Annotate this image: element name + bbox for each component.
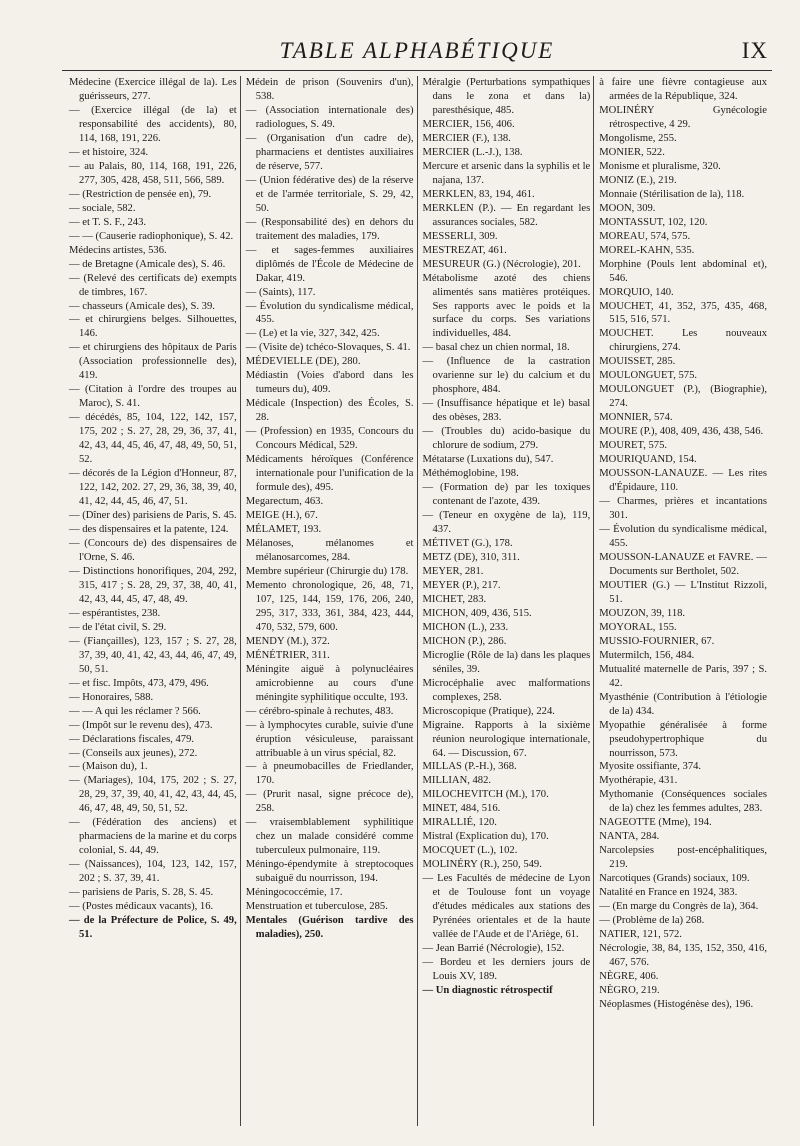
index-entry: Médiastin (Voies d'abord dans les tumeurs du), 409. — [245, 370, 414, 396]
index-entry: MESSERLI, 309. — [422, 230, 498, 242]
index-entry: Monisme et pluralisme, 320. — [599, 160, 721, 172]
index-entry: — (Prurit nasal, signe précoce de), 258. — [245, 789, 414, 815]
index-entry: — (Union fédérative des) de la réserve et de l'armée territoriale, S. 29, 42, 50. — [245, 174, 414, 214]
index-entry: MOREAU, 574, 575. — [599, 230, 691, 242]
index-entry: — décorés de la Légion d'Honneur, 87, 122, 142, 202. 27, 29, 36, 38, 39, 40, 41, 42, 44, 45, 46, 47, 51. — [69, 468, 237, 508]
index-entry: — (Insuffisance hépatique et le) basal des obèses, 283. — [422, 398, 591, 424]
index-entry: MERKLEN, 83, 194, 461. — [422, 188, 535, 200]
index-entry: MOULONGUET (P.), (Biographie), 274. — [599, 384, 767, 410]
page-number: IX — [741, 38, 768, 63]
index-column-2 — [240, 76, 417, 1126]
index-entry: MEYER, 281. — [422, 565, 484, 577]
index-entry: Migraine. Rapports à la sixième réunion neurologique internationale, 64. — Discussion, 67. — [422, 719, 591, 759]
page-header — [62, 38, 772, 72]
index-entry: MILLIAN, 482. — [422, 775, 492, 787]
index-entry: MICHON, 409, 436, 515. — [422, 607, 532, 619]
index-entry: NATIER, 121, 572. — [599, 929, 682, 941]
index-entry: — et chirurgiens des hôpitaux de Paris (Association professionnelle des), 419. — [69, 342, 237, 382]
index-entry: Médecins artistes, 536. — [69, 244, 167, 256]
index-entry: NANTA, 284. — [599, 831, 660, 843]
index-entry: MOUZON, 39, 118. — [599, 607, 686, 619]
index-entry: — (Organisation d'un cadre de), pharmaciens et dentistes auxiliaires de réserve, 577. — [245, 132, 414, 172]
index-entry: MÉNÉTRIER, 311. — [245, 649, 330, 661]
index-entry: NÈGRO, 219. — [599, 984, 660, 996]
index-entry: — (Restriction de pensée en), 79. — [69, 188, 212, 200]
index-entry: Myosite ossifiante, 374. — [599, 761, 702, 773]
index-entry: — (Maison du), 1. — [69, 761, 148, 773]
index-entry: — des dispensaires et la patente, 124. — [69, 524, 229, 535]
index-entry: — (Formation de) par les toxiques contenant de l'azote, 439. — [422, 482, 591, 508]
index-entry: MOURET, 575. — [599, 440, 668, 452]
index-entry: Membre supérieur (Chirurgie du) 178. — [245, 565, 409, 577]
index-entry: MOLINÉRY (R.), 250, 549. — [422, 859, 542, 871]
index-entry: — parisiens de Paris, S. 28, S. 45. — [69, 887, 214, 899]
index-entry: — (Conseils aux jeunes), 272. — [69, 747, 198, 759]
index-entry: Méningite aiguë à polynucléaires amicrobienne au cours d'une méningite syphilitique occulte, 193. — [245, 663, 414, 703]
index-entry: MOCQUET (L.), 102. — [422, 845, 518, 857]
index-entry: MERCIER, 156, 406. — [422, 118, 515, 130]
index-column-4 — [593, 76, 770, 1126]
index-entry: Microscopique (Pratique), 224. — [422, 705, 555, 717]
index-entry: MOUSSON-LANAUZE. — Les rites d'Épidaure, 110. — [599, 468, 767, 494]
index-entry: — à pneumobacilles de Friedlander, 170. — [245, 761, 414, 787]
index-entry: MOUCHET. Les nouveaux chirurgiens, 274. — [599, 328, 767, 354]
index-entry: Néoplasmes (Histogénèse des), 196. — [599, 998, 754, 1010]
index-entry: — Bordeu et les derniers jours de Louis XV, 189. — [422, 957, 591, 982]
index-entry: MOYORAL, 155. — [599, 621, 677, 633]
index-entry: — (Fiançailles), 123, 157 ; S. 27, 28, 37, 39, 40, 41, 42, 43, 44, 46, 47, 49, 50, 51. — [69, 635, 237, 675]
index-entry: — (Impôt sur le revenu des), 473. — [69, 719, 213, 731]
index-column-1 — [64, 76, 240, 1126]
index-entry: — (Troubles du) acido-basique du chlorure de sodium, 279. — [422, 426, 591, 452]
index-entry: — basal chez un chien normal, 18. — [422, 342, 570, 354]
index-entry: Myasthénie (Contribution à l'étiologie de la) 434. — [599, 691, 767, 717]
index-entry: Mutermilch, 156, 484. — [599, 649, 695, 661]
index-entry: MOUSSON-LANAUZE et FAVRE. — Documents sur Bertholet, 502. — [599, 551, 767, 577]
index-entry: — au Palais, 80, 114, 168, 191, 226, 277, 305, 428, 458, 511, 566, 589. — [69, 160, 237, 186]
index-entry: — et chirurgiens belges. Silhouettes, 146. — [69, 314, 237, 340]
index-entry: — à lymphocytes curable, suivie d'une éruption vésiculeuse, paraissant attribuable à un virus spécial, 82. — [245, 719, 414, 759]
index-entry: Mercure et arsenic dans la syphilis et le najana, 137. — [422, 160, 591, 186]
index-entry: MOON, 309. — [599, 202, 656, 214]
index-entry: — décédés, 85, 104, 122, 142, 157, 175, 202 ; S. 27, 28, 29, 36, 37, 41, 42, 43, 44, 45, 46, 47, 48, 49, 50, 51, 52. — [69, 412, 237, 466]
index-entry: MOUCHET, 41, 352, 375, 435, 468, 515, 516, 571. — [599, 300, 767, 326]
index-entry: NÈGRE, 406. — [599, 971, 659, 982]
index-entry: Méralgie (Perturbations sympathiques dans le zona et dans la) paresthésique, 485. — [422, 77, 591, 116]
index-entry: MENDY (M.), 372. — [245, 635, 330, 647]
index-entry: — Déclarations fiscales, 479. — [69, 733, 195, 745]
index-entry: Monnaie (Stérilisation de la), 118. — [599, 188, 745, 200]
index-entry: — (Postes médicaux vacants), 16. — [69, 901, 214, 913]
index-entry: — (Citation à l'ordre des troupes au Maroc), S. 41. — [69, 384, 237, 410]
index-entry: — Un diagnostic rétrospectif — [422, 984, 553, 996]
index-entry: Natalité en France en 1924, 383. — [599, 887, 738, 899]
index-entry: — (Responsabilité des) en dehors du traitement des maladies, 179. — [245, 216, 414, 242]
index-column-3 — [417, 76, 594, 1126]
index-entry: MORQUIO, 140. — [599, 286, 674, 298]
index-entry: — de Bretagne (Amicale des), S. 46. — [69, 258, 226, 270]
index-entry: MERCIER (L.-J.), 138. — [422, 146, 523, 158]
index-entry: — Évolution du syndicalisme médical, 455. — [245, 300, 414, 326]
index-entry: Méthémoglobine, 198. — [422, 468, 519, 480]
index-entry: — vraisemblablement syphilitique chez un malade considéré comme tuberculeux pulmonaire, 119. — [245, 817, 414, 857]
index-entry: Médicaments héroïques (Conférence internationale pour l'unification de la formule des), 495. — [245, 454, 414, 494]
index-entry: MÉTIVET (G.), 178. — [422, 537, 513, 549]
index-entry: — — (Causerie radiophonique), S. 42. — [69, 230, 234, 242]
index-entry: — (Saints), 117. — [245, 286, 316, 298]
index-entry: — (Concours de) des dispensaires de l'Orne, S. 46. — [69, 537, 237, 563]
index-entry: MONIZ (E.), 219. — [599, 174, 677, 186]
index-entry: Médecine (Exercice illégal de la). Les guérisseurs, 277. — [69, 77, 237, 102]
index-entry: MILLAS (P.-H.), 368. — [422, 761, 517, 773]
index-entry: MONNIER, 574. — [599, 412, 673, 424]
index-entry: — de la Préfecture de Police, S. 49, 51. — [69, 915, 237, 941]
index-entry: MOLINÉRY Gynécologie rétrospective, 4 29. — [599, 104, 767, 130]
index-entry: MOULONGUET, 575. — [599, 370, 698, 382]
index-entry: MÉLAMET, 193. — [245, 524, 322, 535]
index-entry: MONTASSUT, 102, 120. — [599, 216, 708, 228]
index-entry: — Charmes, prières et incantations 301. — [599, 496, 767, 522]
index-entry: MICHON (L.), 233. — [422, 621, 509, 633]
index-entry: MOURIQUAND, 154. — [599, 454, 697, 466]
index-entry: MUSSIO-FOURNIER, 67. — [599, 635, 715, 647]
index-entry: Mythomanie (Conséquences sociales de la) chez les femmes adultes, 283. — [599, 789, 767, 815]
index-entry: NAGEOTTE (Mme), 194. — [599, 817, 712, 829]
index-entry: — (Dîner des) parisiens de Paris, S. 45. — [69, 510, 237, 522]
index-entry: MEIGE (H.), 67. — [245, 510, 318, 522]
index-entry: — (En marge du Congrès de la), 364. — [599, 901, 759, 913]
index-entry: — et fisc. Impôts, 473, 479, 496. — [69, 677, 209, 689]
index-entry: à faire une fièvre contagieuse aux armées de la République, 324. — [599, 77, 767, 102]
index-entry: Méningo-épendymite à streptocoques subaiguë du nourrisson, 194. — [245, 859, 414, 885]
index-entry: Nécrologie, 38, 84, 135, 152, 350, 416, 467, 576. — [599, 943, 767, 969]
index-entry: MONIER, 522. — [599, 146, 665, 158]
index-entry: — (Relevé des certificats de) exempts de timbres, 167. — [69, 272, 237, 298]
index-columns — [64, 76, 770, 1126]
index-entry: Médicale (Inspection) des Écoles, S. 28. — [245, 398, 414, 424]
index-entry: MOUTIER (G.) — L'Institut Rizzoli, 51. — [599, 579, 767, 605]
index-entry: Métabolisme azoté des chiens alimentés sans matières protéiques. Ses rapports avec le poids et la surface du corps. Ses variations individuelles, 484. — [422, 272, 591, 340]
index-entry: Microglie (Rôle de la) dans les plaques séniles, 39. — [422, 649, 591, 675]
index-entry: — — A qui les réclamer ? 566. — [69, 705, 201, 717]
index-entry: Mutualité maternelle de Paris, 397 ; S. 42. — [599, 663, 767, 689]
index-entry: MESTREZAT, 461. — [422, 244, 507, 256]
index-entry: — et histoire, 324. — [69, 146, 149, 158]
index-entry: MESUREUR (G.) (Nécrologie), 201. — [422, 258, 581, 270]
page-title: TABLE ALPHABÉTIQUE — [279, 38, 555, 63]
index-entry: MICHET, 283. — [422, 593, 487, 605]
index-entry: Médein de prison (Souvenirs d'un), 538. — [245, 77, 414, 102]
index-entry: — cérébro-spinale à rechutes, 483. — [245, 705, 394, 717]
index-entry: MICHON (P.), 286. — [422, 635, 507, 647]
index-entry: Mistral (Explication du), 170. — [422, 831, 549, 843]
index-entry: — (Fédération des anciens) et pharmaciens de la marine et du corps colonial, S. 44, 49. — [69, 817, 237, 857]
index-entry: Myopathie généralisée à forme pseudohypertrophique du nourrisson, 573. — [599, 719, 767, 759]
index-entry: — (Naissances), 104, 123, 142, 157, 202 ; S. 37, 39, 41. — [69, 859, 237, 885]
index-entry: MÉDEVIELLE (DE), 280. — [245, 356, 361, 368]
index-entry: Memento chronologique, 26, 48, 71, 107, 125, 144, 159, 176, 206, 240, 295, 317, 333, 361, 384, 423, 444, 470, 532, 579, 600. — [245, 579, 414, 633]
index-entry: — (Exercice illégal (de la) et responsabilité des accidents), 80, 114, 168, 191, 226. — [69, 104, 237, 144]
index-entry: — Honoraires, 588. — [69, 691, 154, 703]
index-entry: — Distinctions honorifiques, 204, 292, 315, 417 ; S. 28, 29, 37, 38, 40, 41, 42, 43, 44, 45, 47, 48, 49. — [69, 565, 237, 605]
index-entry: MERKLEN (P.). — En regardant les assurances sociales, 582. — [422, 202, 591, 228]
index-entry: Morphine (Pouls lent abdominal et), 546. — [599, 258, 767, 284]
index-entry: Myothérapie, 431. — [599, 775, 678, 787]
index-entry: — chasseurs (Amicale des), S. 39. — [69, 300, 215, 312]
index-entry: — Évolution du syndicalisme médical, 455. — [599, 524, 767, 549]
index-entry: — (Association internationale des) radiologues, S. 49. — [245, 104, 414, 130]
index-entry: MERCIER (F.), 138. — [422, 132, 511, 144]
index-entry: Microcéphalie avec malformations complexes, 258. — [422, 677, 591, 703]
index-entry: — Les Facultés de médecine de Lyon et de Toulouse font un voyage d'études médicales aux stations des Pyrénées orientales et de la haute vallée de l'Aude et de l'Ariège, 61. — [422, 873, 591, 941]
index-entry: MEYER (P.), 217. — [422, 579, 501, 591]
index-entry: — et T. S. F., 243. — [69, 216, 147, 228]
index-entry: — sociale, 582. — [69, 202, 136, 214]
index-entry: Mélanoses, mélanomes et mélanosarcomes, 284. — [245, 537, 414, 563]
header-rule — [62, 70, 772, 71]
index-entry: MILOCHEVITCH (M.), 170. — [422, 789, 549, 801]
index-entry: — et sages-femmes auxiliaires diplômés de l'École de Médecine de Dakar, 419. — [245, 244, 414, 284]
index-entry: — de l'état civil, S. 29. — [69, 621, 167, 633]
index-entry: — (Le) et la vie, 327, 342, 425. — [245, 328, 380, 340]
index-entry: Megarectum, 463. — [245, 496, 324, 508]
index-entry: — (Influence de la castration ovarienne sur le) du calcium et du phosphore, 484. — [422, 356, 591, 396]
index-entry: MIRALLIÉ, 120. — [422, 817, 497, 829]
index-entry: Menstruation et tuberculose, 285. — [245, 901, 388, 913]
index-entry: — Jean Barrié (Nécrologie), 152. — [422, 943, 565, 955]
index-entry: Mongolisme, 255. — [599, 132, 677, 144]
index-entry: MOURE (P.), 408, 409, 436, 438, 546. — [599, 426, 764, 438]
index-entry: Méningococcémie, 17. — [245, 887, 343, 899]
index-entry: — espérantistes, 238. — [69, 607, 161, 619]
index-entry: Métatarse (Luxations du), 547. — [422, 454, 554, 466]
index-entry: MINET, 484, 516. — [422, 803, 501, 815]
index-entry: Mentales (Guérison tardive des maladies), 250. — [245, 915, 414, 941]
index-entry: Narcotiques (Grands) sociaux, 109. — [599, 873, 750, 885]
index-entry: — (Visite de) tchéco-Slovaques, S. 41. — [245, 342, 411, 354]
index-entry: MOREL-KAHN, 535. — [599, 244, 695, 256]
index-entry: — (Profession) en 1935, Concours du Concours Médical, 529. — [245, 426, 414, 452]
index-entry: Narcolepsies post-encéphalitiques, 219. — [599, 845, 767, 871]
index-entry: MOUISSET, 285. — [599, 356, 676, 368]
index-entry: — (Mariages), 104, 175, 202 ; S. 27, 28, 29, 37, 39, 40, 41, 42, 43, 44, 45, 46, 47, 48, 49, 50, 51, 52. — [69, 775, 237, 815]
index-entry: — (Teneur en oxygène de la), 119, 437. — [422, 510, 591, 535]
index-entry: — (Problème de la) 268. — [599, 915, 705, 927]
index-entry: METZ (DE), 310, 311. — [422, 551, 520, 563]
